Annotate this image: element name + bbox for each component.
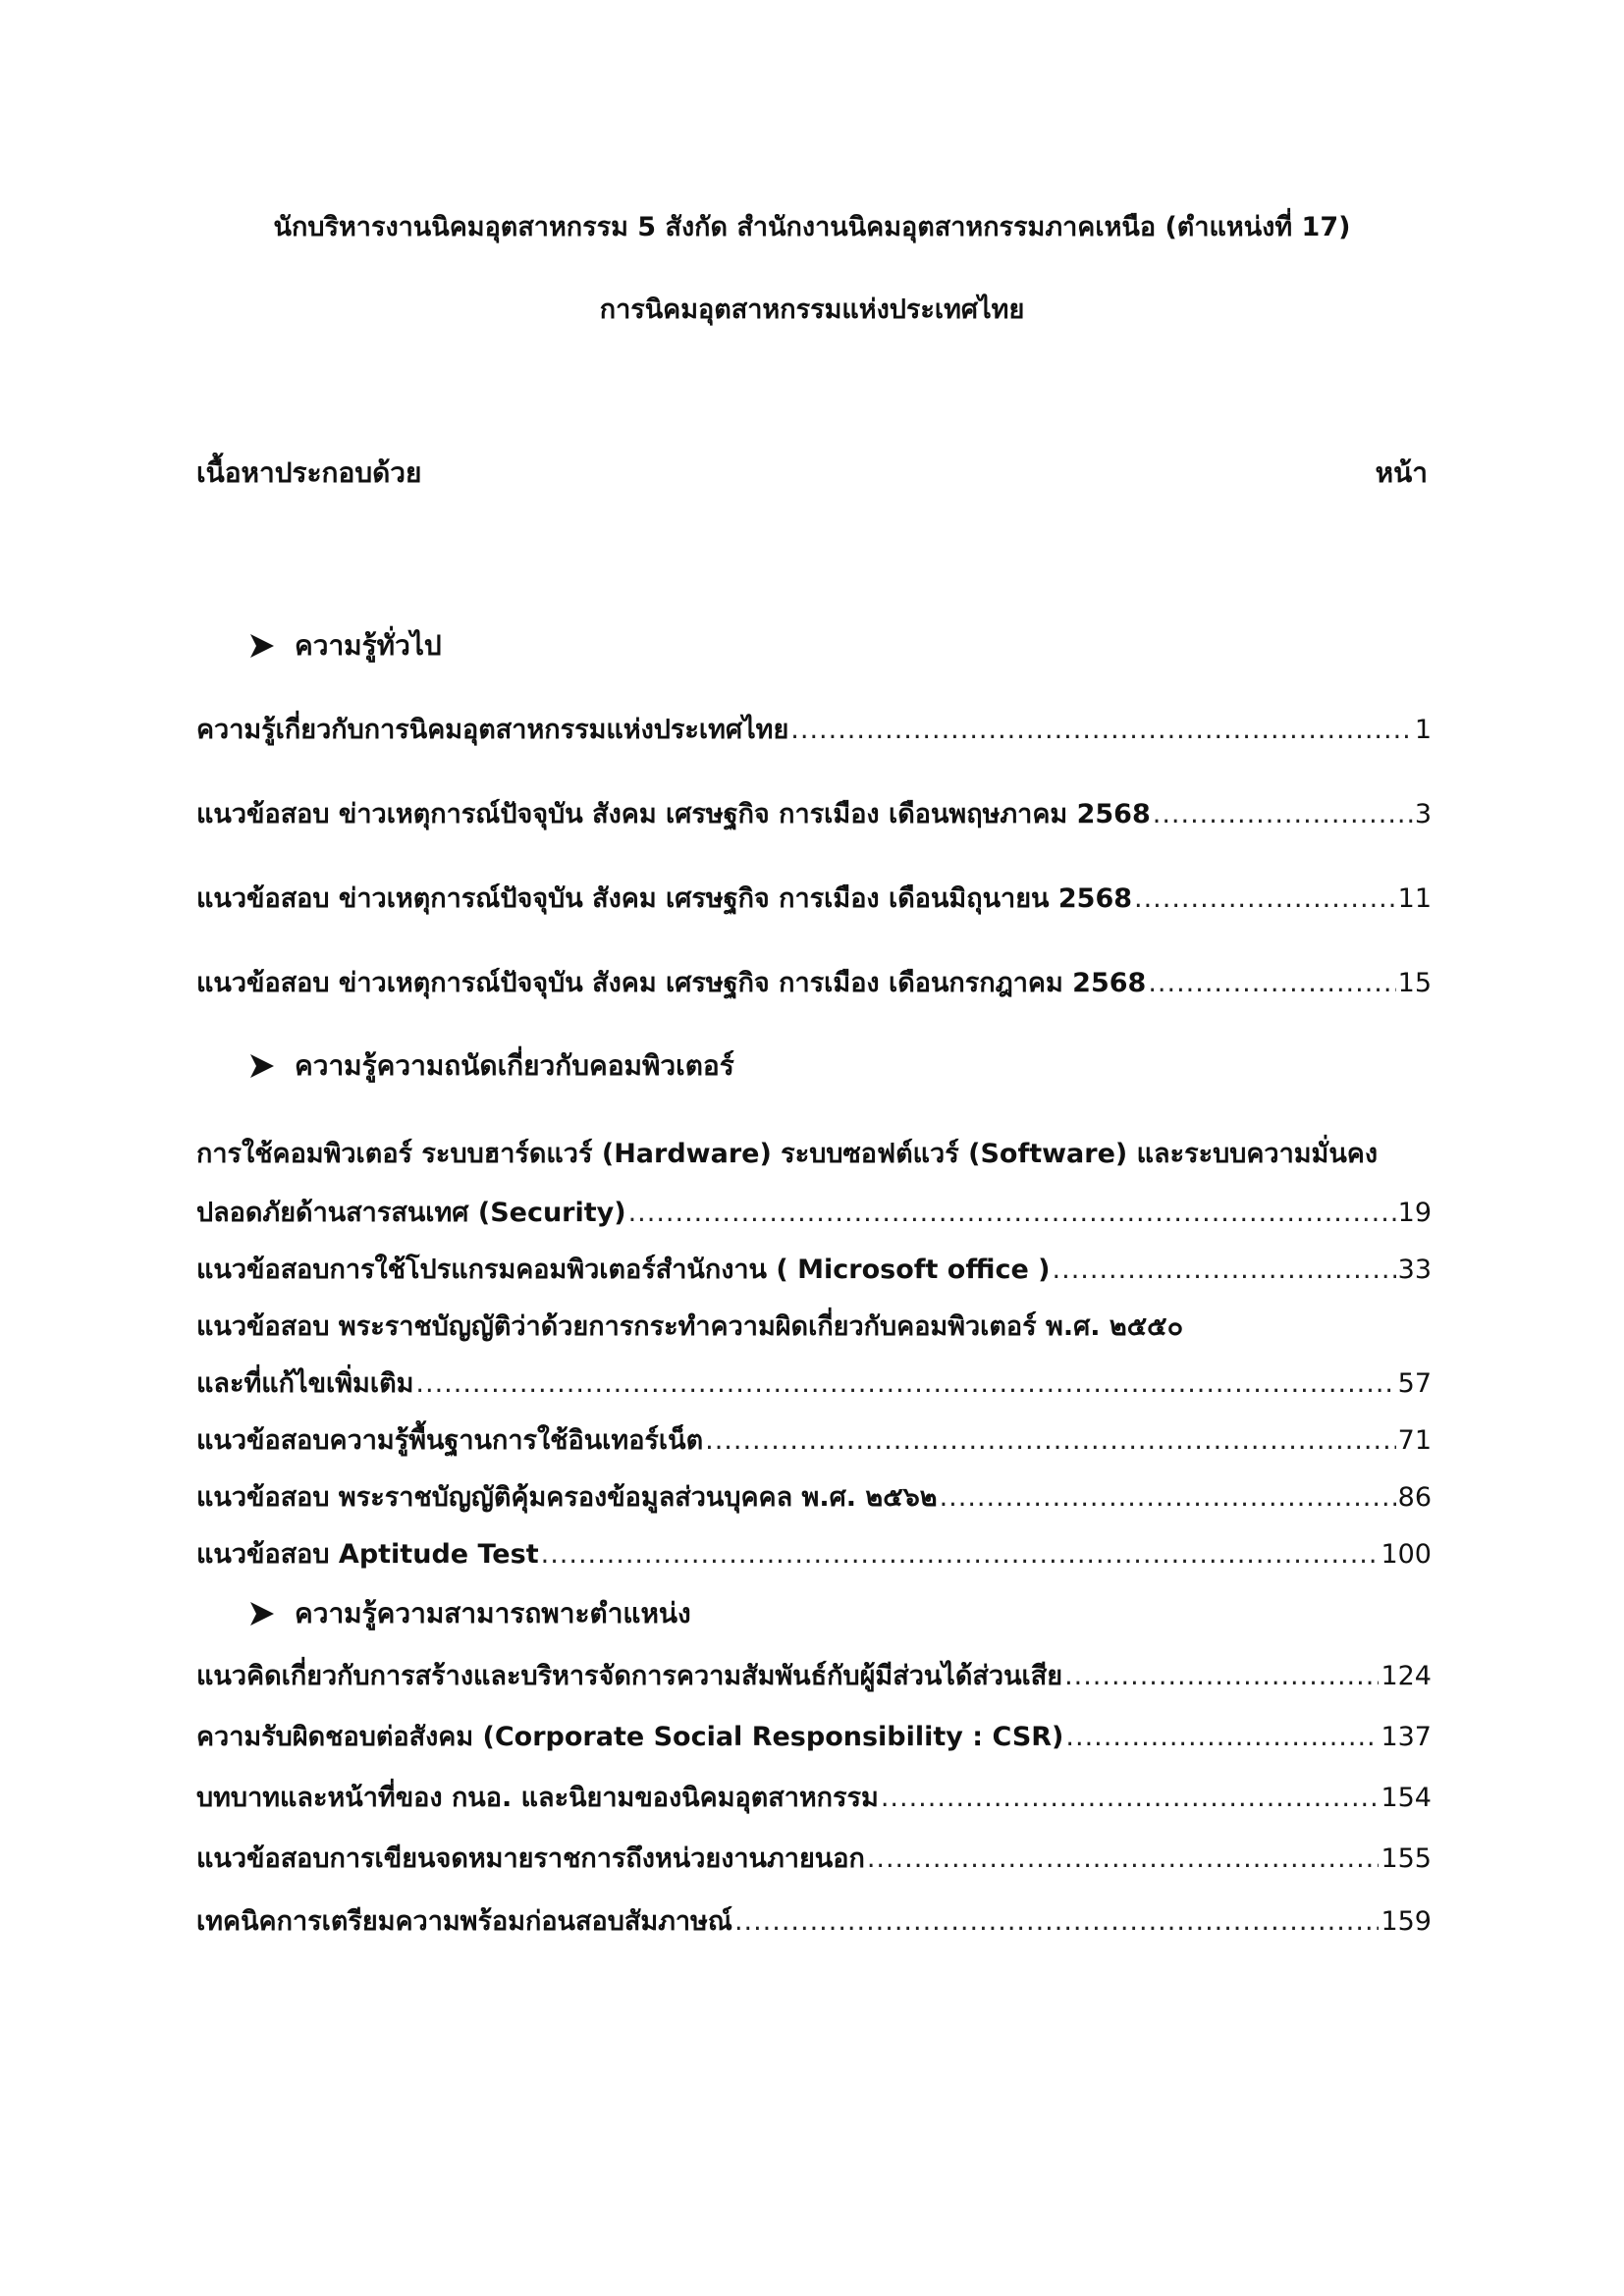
dot-leader xyxy=(881,1779,1380,1818)
toc-entry[interactable] xyxy=(196,1902,1432,1942)
toc-entry[interactable] xyxy=(196,1194,1432,1233)
toc-entry-title: แนวข้อสอบความรู้พื้นฐานการใช้อินเทอร์เน็ต xyxy=(196,1425,704,1456)
toc-entry-title: เทคนิคการเตรียมความพร้อมก่อนสอบสัมภาษณ์ xyxy=(196,1906,732,1937)
toc-entry-page: 154 xyxy=(1380,1783,1432,1813)
dot-leader xyxy=(1064,1657,1379,1696)
dot-leader xyxy=(1065,1718,1379,1757)
toc-entry[interactable] xyxy=(196,711,1432,750)
arrow-bullet-icon xyxy=(247,631,277,661)
toc-entry-title: แนวข้อสอบ ข่าวเหตุการณ์ปัจจุบัน สังคม เศรษฐกิจ การเมือง เดือนกรกฎาคม 2568 xyxy=(196,968,1147,998)
toc-contents-label: เนื้อหาประกอบด้วย xyxy=(196,456,422,489)
dot-leader xyxy=(541,1535,1380,1575)
toc-entry-page: 1 xyxy=(1414,715,1432,745)
toc-entry-title: แนวข้อสอบ Aptitude Test xyxy=(196,1539,539,1570)
dot-leader xyxy=(415,1364,1395,1404)
toc-entry-page: 3 xyxy=(1414,799,1432,829)
toc-entry-page: 86 xyxy=(1397,1482,1432,1513)
toc-entry-title: ความรู้เกี่ยวกับการนิคมอุตสาหกรรมแห่งประเทศไทย xyxy=(196,715,789,745)
toc-page-label: หน้า xyxy=(1375,456,1428,489)
toc-entry-page: 100 xyxy=(1380,1539,1432,1570)
section-heading-label: ความรู้ความสามารถพาะตำแหน่ง xyxy=(295,1597,691,1629)
arrow-bullet-icon xyxy=(247,1051,277,1081)
section-heading-general-knowledge xyxy=(247,626,442,666)
toc-entry-page: 11 xyxy=(1397,883,1432,914)
toc-entry-title: และที่แก้ไขเพิ่มเติม xyxy=(196,1368,414,1399)
section-heading-label: ความรู้ความถนัดเกี่ยวกับคอมพิวเตอร์ xyxy=(295,1049,734,1082)
dot-leader xyxy=(1148,964,1395,1003)
toc-entry-page: 155 xyxy=(1380,1843,1432,1874)
section-heading-label: ความรู้ทั่วไป xyxy=(295,629,442,662)
toc-entry-title: แนวข้อสอบ พระราชบัญญัติคุ้มครองข้อมูลส่วนบุคคล พ.ศ. ๒๕๖๒ xyxy=(196,1482,938,1513)
toc-entry-page: 19 xyxy=(1397,1198,1432,1228)
toc-entry[interactable] xyxy=(196,1779,1432,1818)
toc-entry-title-line1: แนวข้อสอบ พระราชบัญญัติว่าด้วยการกระทำความผิดเกี่ยวกับคอมพิวเตอร์ พ.ศ. ๒๕๕๐ xyxy=(196,1311,1184,1342)
dot-leader xyxy=(1053,1251,1396,1290)
dot-leader xyxy=(867,1840,1380,1879)
toc-entry-page: 137 xyxy=(1380,1722,1432,1752)
document-title: นักบริหารงานนิคมอุตสาหกรรม 5 สังกัด สำนักงานนิคมอุตสาหกรรมภาคเหนือ (ตำแหน่งที่ 17) xyxy=(273,212,1351,242)
toc-entry-page: 57 xyxy=(1397,1368,1432,1399)
toc-entry-title: แนวคิดเกี่ยวกับการสร้างและบริหารจัดการความสัมพันธ์กับผู้มีส่วนได้ส่วนเสีย xyxy=(196,1661,1063,1691)
toc-entry-page: 159 xyxy=(1380,1906,1432,1937)
toc-entry[interactable] xyxy=(196,1657,1432,1696)
toc-entry[interactable] xyxy=(196,1478,1432,1518)
toc-entry[interactable] xyxy=(196,964,1432,1003)
toc-entry[interactable] xyxy=(196,880,1432,919)
toc-entry[interactable] xyxy=(196,1718,1432,1757)
toc-entry[interactable] xyxy=(196,1840,1432,1879)
dot-leader xyxy=(1153,795,1413,834)
toc-entry-page: 15 xyxy=(1397,968,1432,998)
dot-leader xyxy=(705,1421,1396,1461)
dot-leader xyxy=(790,711,1413,750)
dot-leader xyxy=(628,1194,1396,1233)
arrow-bullet-icon xyxy=(247,1599,277,1629)
toc-entry-title: บทบาทและหน้าที่ของ กนอ. และนิยามของนิคมอุตสาหกรรม xyxy=(196,1783,879,1813)
dot-leader xyxy=(1134,880,1396,919)
toc-entry-page: 33 xyxy=(1397,1255,1432,1285)
toc-entry-title: แนวข้อสอบ ข่าวเหตุการณ์ปัจจุบัน สังคม เศรษฐกิจ การเมือง เดือนมิถุนายน 2568 xyxy=(196,883,1133,914)
toc-entry-title: ปลอดภัยด้านสารสนเทศ (Security) xyxy=(196,1198,626,1228)
toc-entry-title: ความรับผิดชอบต่อสังคม (Corporate Social Responsibility : CSR) xyxy=(196,1722,1064,1752)
document-subtitle: การนิคมอุตสาหกรรมแห่งประเทศไทย xyxy=(599,294,1025,325)
toc-entry[interactable] xyxy=(196,1535,1432,1575)
toc-header xyxy=(196,454,1428,493)
dot-leader xyxy=(940,1478,1396,1518)
toc-entry-title: แนวข้อสอบการเขียนจดหมายราชการถึงหน่วยงานภายนอก xyxy=(196,1843,865,1874)
toc-entry[interactable] xyxy=(196,795,1432,834)
toc-entry[interactable] xyxy=(196,1251,1432,1290)
toc-entry-title: แนวข้อสอบ ข่าวเหตุการณ์ปัจจุบัน สังคม เศรษฐกิจ การเมือง เดือนพฤษภาคม 2568 xyxy=(196,799,1151,829)
section-heading-computer-aptitude xyxy=(247,1046,734,1086)
toc-entry[interactable] xyxy=(196,1421,1432,1461)
toc-entry-page: 71 xyxy=(1397,1425,1432,1456)
section-heading-position-competency xyxy=(247,1594,691,1633)
toc-entry-page: 124 xyxy=(1380,1661,1432,1691)
toc-entry-title-line1: การใช้คอมพิวเตอร์ ระบบฮาร์ดแวร์ (Hardware) ระบบซอฟต์แวร์ (Software) และระบบความมั่นคง xyxy=(196,1139,1379,1169)
toc-entry-title: แนวข้อสอบการใช้โปรแกรมคอมพิวเตอร์สำนักงาน ( Microsoft office ) xyxy=(196,1255,1051,1285)
dot-leader xyxy=(734,1902,1380,1942)
toc-entry[interactable] xyxy=(196,1364,1432,1404)
